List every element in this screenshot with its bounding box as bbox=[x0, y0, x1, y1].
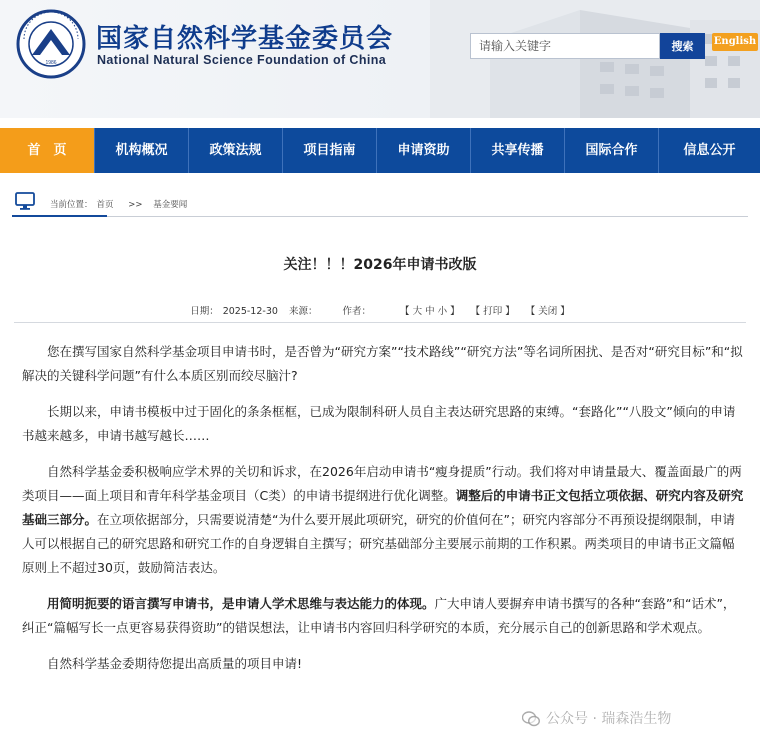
nsfc-logo[interactable] bbox=[16, 9, 86, 79]
paragraph-4-detail: 广大申请人要摒弃申请书撰写的各种“套路”和“话术”，纠正“篇幅写长一点更容易获得资助”的错误想法，让申请书内容回归科学研究的本质，充分展示自己的创新思路和学术观点。 bbox=[22, 596, 736, 635]
article-body bbox=[22, 340, 746, 688]
article-date: 2025-12-30 bbox=[222, 306, 278, 317]
paragraph-1: 您在撰写国家自然科学基金项目申请书时，是否曾为“研究方案”“技术路线”“研究方法”等名词所困扰、是否对“研究目标”和“拟解决的关键科学问题”有什么本质区别而绞尽脑汁? bbox=[22, 344, 743, 383]
site-title-cn[interactable]: 国家自然科学基金委员会 bbox=[96, 24, 394, 54]
paragraph-3-intro: 自然科学基金委积极响应学术界的关切和诉求，在2026年启动申请书“瘦身提质”行动。我们将对申请量最大、覆盖面最广的两类项目——面上项目和青年科学基金项目（C类）的申请书提纲进行优化调整。 bbox=[22, 464, 742, 503]
logo-year: 1986 bbox=[45, 60, 57, 66]
building-background-image bbox=[430, 0, 760, 118]
wechat-icon bbox=[522, 711, 540, 727]
nav-item-international[interactable]: 国际合作 bbox=[565, 128, 659, 173]
site-title-en: National Natural Science Foundation of China bbox=[97, 53, 387, 67]
breadcrumb-prefix: 当前位置： bbox=[50, 200, 93, 210]
nav-item-funding[interactable]: 申请资助 bbox=[377, 128, 471, 173]
nav-item-about[interactable]: 机构概况 bbox=[95, 128, 189, 173]
search-input[interactable] bbox=[470, 33, 660, 59]
article-title: 关注！！！2026年申请书改版 bbox=[283, 257, 477, 273]
breadcrumb-underline bbox=[12, 215, 107, 217]
breadcrumb-divider bbox=[107, 216, 748, 217]
search-button[interactable]: 搜索 bbox=[660, 33, 705, 59]
paragraph-3-detail: 在立项依据部分，只需要说清楚“为什么要开展此项研究，研究的价值何在”；研究内容部分不再预设提纲限制，申请人可以根据自己的研究思路和研究工作的自身逻辑自主撰写；研究基础部分主要展示前期的工作积累。两类项目的申请书正文篇幅原则上不超过30页，鼓励简洁表达。 bbox=[22, 512, 735, 575]
paragraph-3 bbox=[22, 460, 746, 580]
font-size-control[interactable]: 【 大 中 小 】 bbox=[400, 306, 460, 317]
nav-item-guide[interactable]: 项目指南 bbox=[283, 128, 377, 173]
print-button[interactable]: 【 打印 】 bbox=[470, 306, 515, 317]
date-label: 日期： bbox=[190, 306, 219, 317]
paragraph-4 bbox=[22, 592, 746, 640]
breadcrumb-text bbox=[50, 198, 191, 210]
watermark-text: 公众号 · 瑞森浩生物 bbox=[546, 711, 672, 727]
paragraph-3-emphasis: 调整后的申请书正文包括立项依据、研究内容及研究基础三部分。 bbox=[22, 488, 744, 527]
nav-item-policy[interactable]: 政策法规 bbox=[189, 128, 283, 173]
site-header bbox=[0, 0, 760, 118]
close-button[interactable]: 【 关闭 】 bbox=[525, 306, 570, 317]
meta-divider bbox=[14, 322, 746, 323]
nav-item-home[interactable]: 首 页 bbox=[0, 128, 95, 173]
paragraph-2: 长期以来，申请书模板中过于固化的条条框框，已成为限制科研人员自主表达研究思路的束缚。“套路化”“八股文”倾向的申请书越来越多，申请书越写越长…… bbox=[22, 404, 736, 443]
article-meta bbox=[0, 303, 760, 317]
monitor-icon bbox=[15, 191, 35, 211]
english-version-link[interactable]: English bbox=[712, 33, 758, 51]
breadcrumb bbox=[12, 186, 748, 220]
nav-item-sharing[interactable]: 共享传播 bbox=[471, 128, 565, 173]
nav-item-disclosure[interactable]: 信息公开 bbox=[683, 143, 736, 158]
watermark bbox=[522, 708, 752, 732]
breadcrumb-separator: >> bbox=[128, 200, 143, 210]
source-label: 来源： bbox=[288, 306, 318, 317]
paragraph-5: 自然科学基金委期待您提出高质量的项目申请! bbox=[47, 656, 303, 671]
author-label: 作者： bbox=[342, 306, 372, 317]
breadcrumb-home[interactable]: 首页 bbox=[96, 200, 114, 210]
paragraph-4-emphasis: 用简明扼要的语言撰写申请书，是申请人学术思维与表达能力的体现。 bbox=[47, 596, 435, 611]
breadcrumb-current[interactable]: 基金要闻 bbox=[153, 200, 188, 210]
main-nav bbox=[0, 128, 760, 173]
